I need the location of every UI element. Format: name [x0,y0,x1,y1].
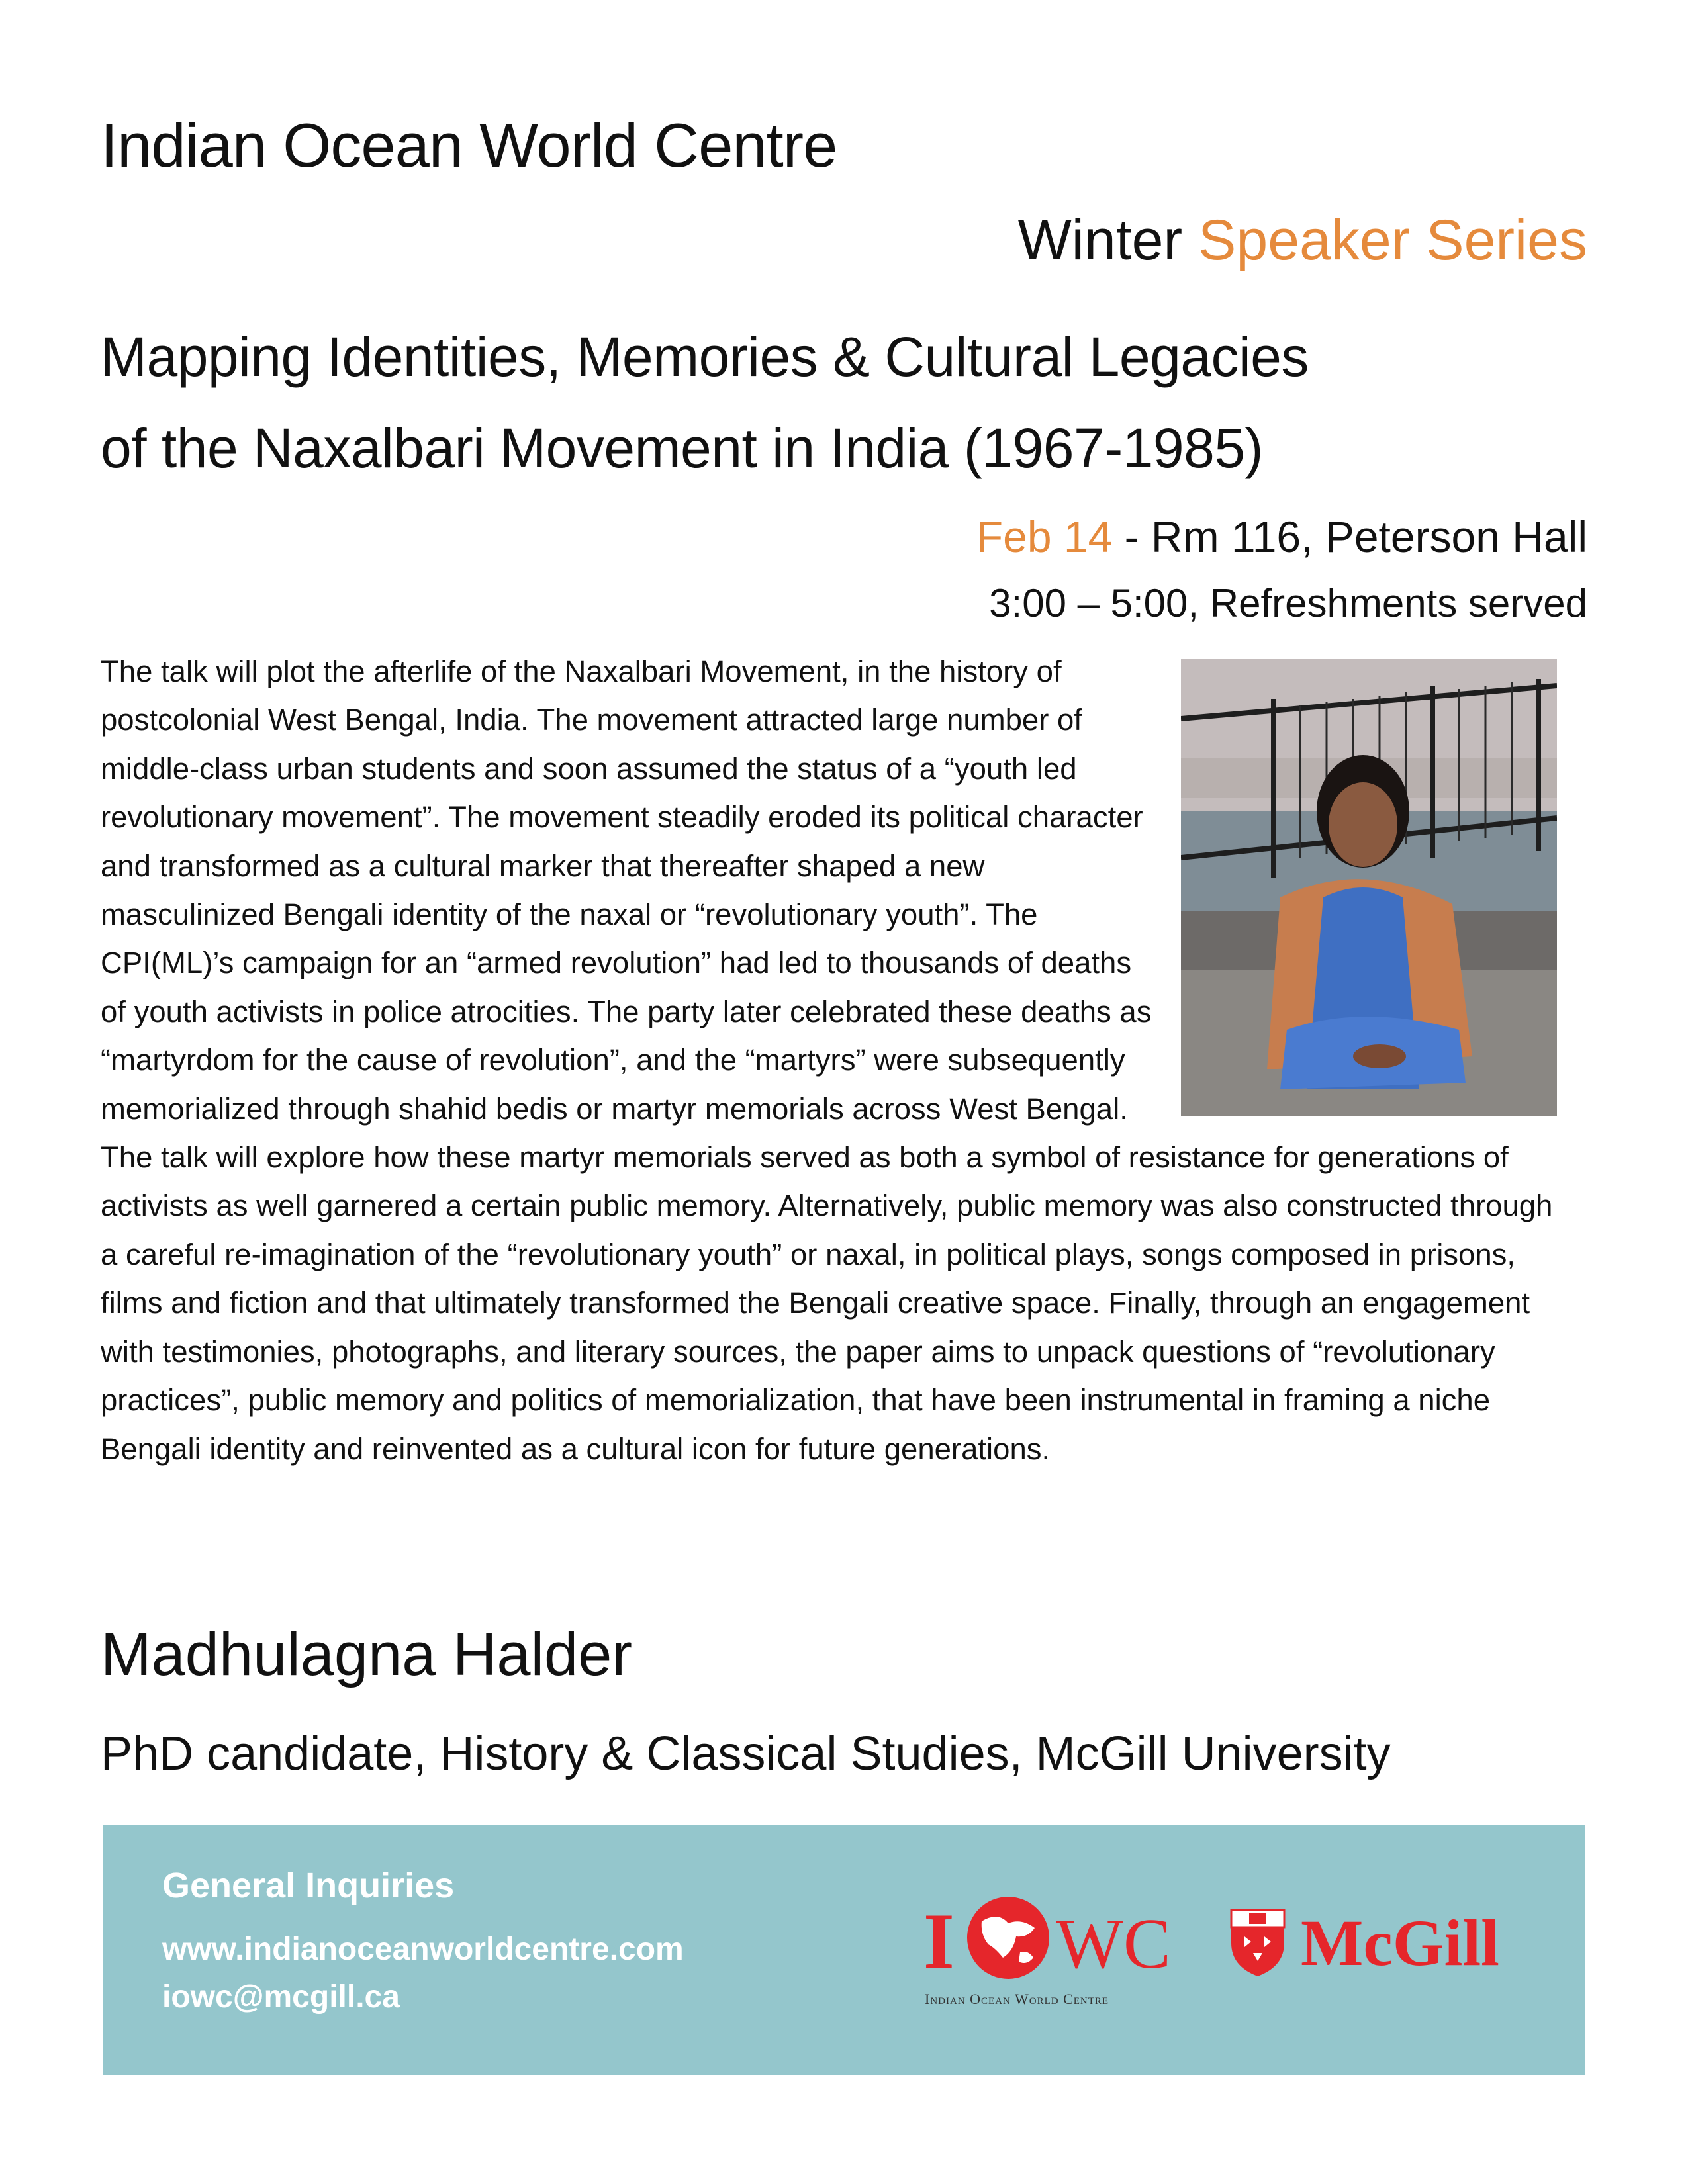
website-link[interactable]: www.indianoceanworldcentre.com [162,1932,684,1967]
talk-title [101,311,1590,494]
speaker-photo [1181,659,1557,1116]
series-prefix: Winter [1017,208,1183,272]
mcgill-wordmark: McGill [1301,1906,1499,1979]
talk-title-line-2: of the Naxalbari Movement in India (1967-1985) [101,417,1264,479]
mcgill-logo [1228,1901,1539,1987]
iowc-logo-letter-i: I [923,1897,955,1985]
centre-name: Indian Ocean World Centre [101,111,837,180]
iowc-logo-subtitle: Indian Ocean World Centre [925,1991,1109,2007]
event-location: - Rm 116, Peterson Hall [1112,512,1587,561]
speaker-photo-illustration [1181,659,1557,1116]
series-title [1018,204,1587,277]
iowc-logo-letters-wc: WC [1056,1905,1171,1983]
event-date: Feb 14 [976,512,1113,561]
globe-icon [962,1891,1055,1984]
talk-title-line-1: Mapping Identities, Memories & Cultural Legacies [101,326,1309,388]
mcgill-crest-icon [1228,1907,1288,1979]
iowc-logo [923,1885,1201,2017]
abstract-block [101,647,1557,1473]
abstract-text: The talk will plot the afterlife of the Naxalbari Movement, in the history of postcolonial West Bengal, India. The movement attracted large number of middle-class urban students and soon assumed the status of a “youth led revolutionary movement”. The movement steadily eroded its political character and transformed as a cultural marker that thereafter shaped a new masculinized Bengali identity of the naxal or “revolutionary youth”. The CPI(ML)’s campaign for an “armed revolution” had led to thousands of deaths of youth activists in police atrocities. The party later celebrated these deaths as “martyrdom for the cause of revolution”, and the “martyrs” were subsequently memorialized through shahid bedis or martyr memorials across West Bengal. The talk will explore how these martyr memorials served as both a symbol of resistance for generations of activists as well garnered a certain public memory. Alternatively, public memory was also constructed through a careful re-imagination of the “revolutionary youth” or naxal, in political plays, songs composed in prisons, films and fiction and that ultimately transformed the Bengali creative space. Finally, through an engagement with testimonies, photographs, and literary sources, the paper aims to unpack questions of “revolutionary practices”, public memory and politics of memorialization, that have been instrumental in framing a niche Bengali identity and reinvented as a cultural icon for future generations. [101,655,1553,1466]
footer-banner [103,1825,1585,2075]
speaker-name: Madhulagna Halder [101,1621,632,1688]
inquiries-heading: General Inquiries [162,1866,455,1905]
date-location [976,507,1587,567]
speaker-affiliation: PhD candidate, History & Classical Studies, McGill University [101,1727,1391,1780]
email-link[interactable]: iowc@mcgill.ca [162,1979,400,2015]
series-highlight: Speaker Series [1198,208,1587,272]
event-time: 3:00 – 5:00, Refreshments served [989,581,1587,625]
